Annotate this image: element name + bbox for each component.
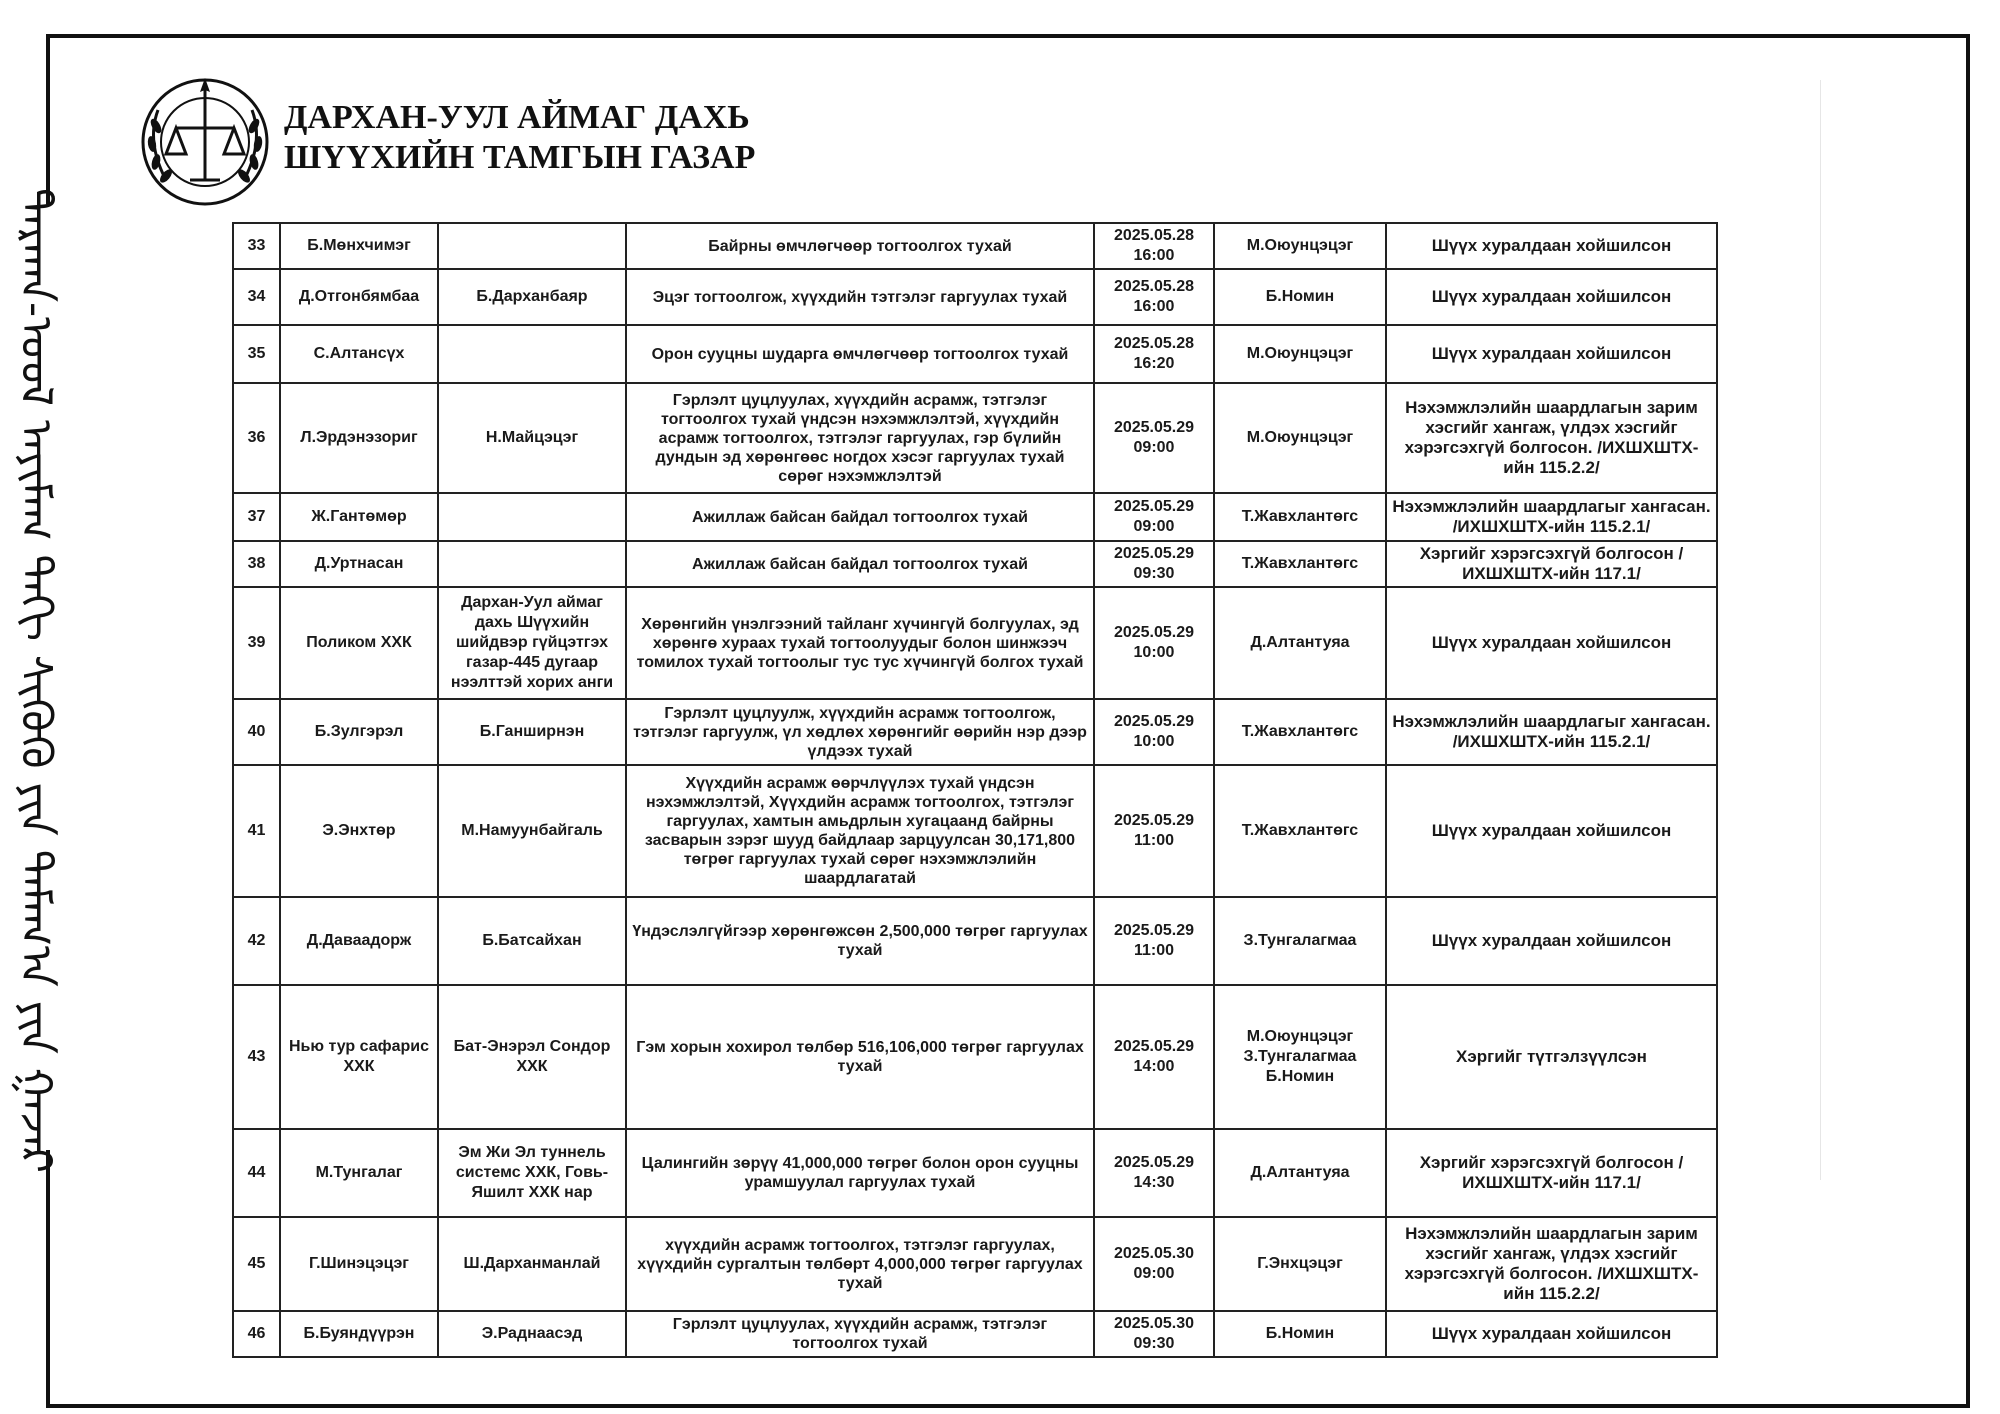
- table-row: [233, 699, 1717, 765]
- case-number-cell: [233, 1129, 280, 1217]
- claim-description-cell: [626, 897, 1094, 985]
- case-number-cell: [233, 699, 280, 765]
- plaintiff: Э.Энхтөр: [322, 822, 396, 839]
- defendant-cell: [438, 1311, 626, 1357]
- case-number-cell: [233, 1217, 280, 1311]
- hearing-datetime-cell: [1094, 269, 1214, 325]
- defendant: Бат-Энэрэл Сондор ХХК: [453, 1038, 611, 1075]
- hearing-date: 2025.05.29: [1113, 419, 1195, 436]
- hearing-time: 14:00: [1133, 1058, 1175, 1075]
- claim-description-cell: [626, 493, 1094, 541]
- defendant: Дархан-Уул аймаг дахь Шүүхийн шийдвэр гүйцэтгэх газар-445 дугаар нээлттэй хорих анги: [450, 594, 614, 691]
- hearing-datetime-cell: [1094, 765, 1214, 897]
- defendant-cell: [438, 699, 626, 765]
- hearing-date: 2025.05.28: [1113, 335, 1195, 352]
- table-body: [233, 223, 1717, 1357]
- plaintiff-cell: [280, 985, 438, 1129]
- defendant: Б.Батсайхан: [482, 932, 582, 949]
- plaintiff-cell: [280, 493, 438, 541]
- defendant: Э.Раднаасэд: [481, 1325, 583, 1342]
- plaintiff-cell: [280, 1311, 438, 1357]
- claim-description-cell: [626, 699, 1094, 765]
- case-number-cell: [233, 383, 280, 493]
- claim-description: Эцэг тогтоолгож, хүүхдийн тэтгэлэг гаргуулах тухай: [652, 288, 1068, 306]
- case-number: 36: [247, 429, 266, 446]
- case-status-cell: [1386, 897, 1717, 985]
- case-number-cell: [233, 223, 280, 269]
- hearing-time: 10:00: [1133, 644, 1175, 661]
- case-status-cell: [1386, 325, 1717, 383]
- hearing-time: 14:30: [1133, 1174, 1175, 1191]
- plaintiff: Поликом ХХК: [306, 634, 412, 651]
- hearing-date: 2025.05.29: [1113, 713, 1195, 730]
- hearing-datetime-cell: [1094, 587, 1214, 699]
- defendant: Б.Дарханбаяр: [476, 288, 588, 305]
- frame-left-rule-top: [46, 34, 50, 204]
- org-title: [284, 98, 755, 178]
- case-status-cell: [1386, 985, 1717, 1129]
- defendant-cell: [438, 269, 626, 325]
- table-row: [233, 765, 1717, 897]
- case-status-cell: [1386, 269, 1717, 325]
- defendant-cell: [438, 541, 626, 587]
- plaintiff-cell: [280, 325, 438, 383]
- claim-description-cell: [626, 1129, 1094, 1217]
- hearing-time: 16:00: [1133, 298, 1175, 315]
- judge-name-cell: [1214, 765, 1386, 897]
- case-number: 35: [247, 345, 266, 362]
- hearing-time: 09:00: [1133, 518, 1175, 535]
- hearing-datetime-cell: [1094, 1311, 1214, 1357]
- plaintiff-cell: [280, 223, 438, 269]
- case-status: Хэргийг түтгэлзүүлсэн: [1456, 1047, 1647, 1066]
- hearing-date: 2025.05.28: [1113, 227, 1195, 244]
- claim-description: Гэрлэлт цуцлуулж, хүүхдийн асрамж тогтоолгож, тэтгэлэг гаргуулж, үл хөдлөх хөрөнгийг өөрийн нэр дээр үлдээх тухай: [633, 704, 1087, 760]
- defendant: Н.Майцэцэг: [485, 429, 579, 446]
- case-number-cell: [233, 985, 280, 1129]
- case-number: 46: [247, 1325, 266, 1342]
- hearing-date: 2025.05.29: [1113, 624, 1195, 641]
- plaintiff: Д.Даваадорж: [306, 932, 412, 949]
- hearing-date: 2025.05.28: [1113, 278, 1195, 295]
- table-row: [233, 383, 1717, 493]
- hearing-date: 2025.05.29: [1113, 1038, 1195, 1055]
- case-number-cell: [233, 325, 280, 383]
- plaintiff: Л.Эрдэнэзориг: [300, 429, 418, 446]
- hearing-date: 2025.05.30: [1113, 1315, 1195, 1332]
- plaintiff: Б.Зулгэрэл: [314, 723, 404, 740]
- defendant-cell: [438, 1129, 626, 1217]
- case-status-cell: [1386, 765, 1717, 897]
- hearing-datetime-cell: [1094, 985, 1214, 1129]
- hearing-datetime-cell: [1094, 1217, 1214, 1311]
- judge-name: М.Оюунцэцэг: [1246, 429, 1354, 446]
- defendant-cell: [438, 383, 626, 493]
- judge-name: М.Оюунцэцэг: [1246, 237, 1354, 254]
- judge-name-cell: [1214, 1217, 1386, 1311]
- judge-name-cell: [1214, 269, 1386, 325]
- org-title-line-1: ДАРХАН-УУЛ АЙМАГ ДАХЬ: [284, 99, 750, 136]
- claim-description: Байрны өмчлөгчөөр тогтоолгох тухай: [708, 237, 1012, 255]
- hearing-time: 09:30: [1133, 565, 1175, 582]
- plaintiff-cell: [280, 1217, 438, 1311]
- judge-name: М.Оюунцэцэг: [1246, 345, 1354, 362]
- case-number: 42: [247, 932, 266, 949]
- judge-name: Г.Энхцэцэг: [1257, 1255, 1343, 1272]
- judge-name: З.Тунгалагмаа: [1243, 932, 1357, 949]
- claim-description-cell: [626, 587, 1094, 699]
- hearing-time: 09:00: [1133, 1265, 1175, 1282]
- frame-left-rule-bottom: [46, 1150, 50, 1408]
- underlying-page-edge: [1820, 80, 1931, 1180]
- hearing-time: 16:20: [1133, 355, 1175, 372]
- claim-description: Гэм хорын хохирол төлбөр 516,106,000 төгрөг гаргуулах тухай: [636, 1039, 1084, 1075]
- plaintiff: Ж.Гантөмөр: [311, 508, 407, 525]
- claim-description-cell: [626, 325, 1094, 383]
- vertical-script-text: ᠳᠠᠷᠬᠠᠨ-ᠤᠤᠯ ᠠᠶᠢᠮᠠᠭ ᠳᠠᠬᠢ ᠱᠢᠭᠦᠬᠦ ᠶᠢᠨ ᠲᠠᠮᠠᠭ᠎ᠠ ᠶᠢᠨ ᠭᠠᠵᠠᠷ: [9, 187, 61, 1173]
- case-status: Нэхэмжлэлийн шаардлагыг хангасан. /ИХШХШТХ-ийн 115.2.1/: [1392, 712, 1711, 751]
- plaintiff-cell: [280, 897, 438, 985]
- claim-description: Үндэслэлгүйгээр хөрөнгөжсөн 2,500,000 төгрөг гаргуулах тухай: [632, 923, 1088, 959]
- case-status: Шүүх хуралдаан хойшилсон: [1431, 821, 1672, 840]
- case-number: 33: [247, 237, 266, 254]
- plaintiff-cell: [280, 1129, 438, 1217]
- defendant-cell: [438, 325, 626, 383]
- case-number-cell: [233, 493, 280, 541]
- hearing-date: 2025.05.29: [1113, 1154, 1195, 1171]
- case-status: Шүүх хуралдаан хойшилсон: [1431, 287, 1672, 306]
- hearing-datetime-cell: [1094, 325, 1214, 383]
- case-number: 38: [247, 555, 266, 572]
- defendant-cell: [438, 897, 626, 985]
- plaintiff: М.Тунгалаг: [315, 1164, 403, 1181]
- table-row: [233, 897, 1717, 985]
- case-status-cell: [1386, 493, 1717, 541]
- judge-name: Д.Алтантуяа: [1250, 634, 1350, 651]
- plaintiff: Д.Отгонбямбаа: [298, 288, 420, 305]
- case-number: 44: [247, 1164, 266, 1181]
- claim-description-cell: [626, 985, 1094, 1129]
- judge-name: Т.Жавхлантөгс: [1241, 723, 1359, 740]
- case-status: Нэхэмжлэлийн шаардлагыг хангасан. /ИХШХШТХ-ийн 115.2.1/: [1392, 497, 1711, 536]
- case-status: Нэхэмжлэлийн шаардлагын зарим хэсгийг хангаж, үлдэх хэсгийг хэрэгсэхгүй болгосон. /ИХШХШТХ-ийн 115.2.2/: [1404, 1224, 1699, 1303]
- claim-description-cell: [626, 765, 1094, 897]
- judge-name-cell: [1214, 223, 1386, 269]
- hearing-datetime-cell: [1094, 541, 1214, 587]
- table-row: [233, 325, 1717, 383]
- table-row: [233, 269, 1717, 325]
- hearing-time: 09:30: [1133, 1335, 1175, 1352]
- defendant-cell: [438, 223, 626, 269]
- judge-name: Д.Алтантуяа: [1250, 1164, 1350, 1181]
- plaintiff: Б.Буяндүүрэн: [303, 1325, 415, 1342]
- plaintiff: С.Алтансүх: [313, 345, 405, 362]
- judge-name-cell: [1214, 1311, 1386, 1357]
- hearing-time: 16:00: [1133, 247, 1175, 264]
- hearing-time: 11:00: [1133, 832, 1175, 849]
- case-status: Шүүх хуралдаан хойшилсон: [1431, 633, 1672, 652]
- judge-name-cell: [1214, 699, 1386, 765]
- judge-name-cell: [1214, 541, 1386, 587]
- hearing-datetime-cell: [1094, 699, 1214, 765]
- case-status-cell: [1386, 541, 1717, 587]
- plaintiff-cell: [280, 587, 438, 699]
- case-status-cell: [1386, 587, 1717, 699]
- claim-description: Гэрлэлт цуцлуулах, хүүхдийн асрамж, тэтгэлэг тогтоолгох тухай үндсэн нэхэмжлэлтэй, хүүхдийн асрамж тогтоолгох, тэтгэлэг гаргуулах, гэр бүлийн дундын эд хөрөнгөөс ногдох хэсэг гаргуулах тухай сөрөг нэхэмжлэлтэй: [655, 391, 1065, 485]
- case-number: 41: [247, 822, 266, 839]
- plaintiff: Г.Шинэцэцэг: [309, 1255, 409, 1272]
- table-row: [233, 1129, 1717, 1217]
- hearing-datetime-cell: [1094, 383, 1214, 493]
- plaintiff-cell: [280, 699, 438, 765]
- case-number: 37: [247, 508, 266, 525]
- hearing-datetime-cell: [1094, 897, 1214, 985]
- table-row: [233, 587, 1717, 699]
- claim-description: Гэрлэлт цуцлуулах, хүүхдийн асрамж, тэтгэлэг тогтоолгох тухай: [672, 1316, 1048, 1352]
- hearing-date: 2025.05.29: [1113, 922, 1195, 939]
- claim-description: Ажиллаж байсан байдал тогтоолгох тухай: [692, 555, 1028, 573]
- claim-description-cell: [626, 223, 1094, 269]
- plaintiff-cell: [280, 269, 438, 325]
- case-status-cell: [1386, 699, 1717, 765]
- defendant-cell: [438, 587, 626, 699]
- case-number: 45: [247, 1255, 266, 1272]
- case-status-cell: [1386, 1311, 1717, 1357]
- defendant-cell: [438, 985, 626, 1129]
- judge-name-cell: [1214, 587, 1386, 699]
- case-number: 39: [247, 634, 266, 651]
- defendant: Б.Ганширнэн: [479, 723, 585, 740]
- case-status: Шүүх хуралдаан хойшилсон: [1431, 236, 1672, 255]
- hearing-datetime-cell: [1094, 1129, 1214, 1217]
- judge-name: Б.Номин: [1265, 288, 1335, 305]
- defendant-cell: [438, 493, 626, 541]
- table-row: [233, 223, 1717, 269]
- case-status-cell: [1386, 223, 1717, 269]
- case-status-cell: [1386, 383, 1717, 493]
- hearing-datetime-cell: [1094, 493, 1214, 541]
- judge-name-cell: [1214, 383, 1386, 493]
- defendant: Эм Жи Эл туннель системс ХХК, Говь-Яшилт ХХК нар: [455, 1144, 609, 1201]
- case-number-cell: [233, 269, 280, 325]
- plaintiff-cell: [280, 541, 438, 587]
- case-status-cell: [1386, 1217, 1717, 1311]
- table-row: [233, 541, 1717, 587]
- judge-name-cell: [1214, 1129, 1386, 1217]
- judge-name: Т.Жавхлантөгс: [1241, 555, 1359, 572]
- judge-name: Б.Номин: [1265, 1325, 1335, 1342]
- claim-description: Орон сууцны шударга өмчлөгчөөр тогтоолгох тухай: [651, 345, 1069, 363]
- case-status: Шүүх хуралдаан хойшилсон: [1431, 344, 1672, 363]
- case-status: Нэхэмжлэлийн шаардлагын зарим хэсгийг хангаж, үлдэх хэсгийг хэрэгсэхгүй болгосон. /ИХШХШТХ-ийн 115.2.2/: [1404, 398, 1699, 477]
- judge-name: Т.Жавхлантөгс: [1241, 822, 1359, 839]
- hearing-time: 10:00: [1133, 733, 1175, 750]
- case-number-cell: [233, 541, 280, 587]
- judge-name-cell: [1214, 985, 1386, 1129]
- claim-description: Хүүхдийн асрамж өөрчлүүлэх тухай үндсэн нэхэмжлэлтэй, Хүүхдийн асрамж тогтоолгох, тэтгэлэг гаргуулах, хамтын амьдрлын хугацаанд байрны засварын зэрэг шууд байдлаар зарцуулсан 30,171,800 төгрөг гаргуулах тухай сөрөг нэхэмжлэлийн шаардлагатай: [644, 775, 1076, 887]
- court-hearings-table: [232, 222, 1718, 1358]
- table-row: [233, 1217, 1717, 1311]
- case-status: Шүүх хуралдаан хойшилсон: [1431, 1324, 1672, 1343]
- case-status-cell: [1386, 1129, 1717, 1217]
- judge-name-cell: [1214, 493, 1386, 541]
- case-number: 43: [247, 1048, 266, 1065]
- hearing-date: 2025.05.29: [1113, 498, 1195, 515]
- claim-description: хүүхдийн асрамж тогтоолгох, тэтгэлэг гаргуулах, хүүхдийн сургалтын төлбөрт 4,000,000 төгрөг гаргуулах тухай: [637, 1236, 1083, 1292]
- judge-name-cell: [1214, 897, 1386, 985]
- plaintiff-cell: [280, 383, 438, 493]
- claim-description-cell: [626, 1311, 1094, 1357]
- judge-name-cell: [1214, 325, 1386, 383]
- case-status: Хэргийг хэрэгсэхгүй болгосон /ИХШХШТХ-ийн 117.1/: [1419, 544, 1684, 583]
- org-title-line-2: ШҮҮХИЙН ТАМГЫН ГАЗАР: [284, 139, 756, 176]
- case-number-cell: [233, 897, 280, 985]
- claim-description-cell: [626, 383, 1094, 493]
- claim-description-cell: [626, 269, 1094, 325]
- claim-description-cell: [626, 541, 1094, 587]
- plaintiff: Д.Уртнасан: [314, 555, 404, 572]
- table-row: [233, 985, 1717, 1129]
- claim-description: Ажиллаж байсан байдал тогтоолгох тухай: [692, 508, 1028, 526]
- judge-name: М.Оюунцэцэг З.Тунгалагмаа Б.Номин: [1243, 1028, 1357, 1085]
- table-row: [233, 1311, 1717, 1357]
- plaintiff-cell: [280, 765, 438, 897]
- case-number-cell: [233, 587, 280, 699]
- case-number-cell: [233, 1311, 280, 1357]
- hearing-date: 2025.05.29: [1113, 545, 1195, 562]
- claim-description-cell: [626, 1217, 1094, 1311]
- claim-description: Цалингийн зөрүү 41,000,000 төгрөг болон орон сууцны урамшуулал гаргуулах тухай: [641, 1155, 1079, 1191]
- table-row: [233, 493, 1717, 541]
- hearing-date: 2025.05.30: [1113, 1245, 1195, 1262]
- case-number: 40: [247, 723, 266, 740]
- defendant: Ш.Дарханманлай: [463, 1255, 601, 1272]
- hearing-date: 2025.05.29: [1113, 812, 1195, 829]
- defendant-cell: [438, 765, 626, 897]
- hearing-datetime-cell: [1094, 223, 1214, 269]
- case-number: 34: [247, 288, 266, 305]
- claim-description: Хөрөнгийн үнэлгээний тайланг хүчингүй болгуулах, эд хөрөнгө хураах тухай тогтоолуудыг болон шинжээч томилох тухай тогтоолыг тус тус хүчингүй болгох тухай: [636, 615, 1084, 671]
- court-emblem-logo: [136, 70, 274, 208]
- plaintiff: Б.Мөнхчимэг: [307, 237, 411, 254]
- judge-name: Т.Жавхлантөгс: [1241, 508, 1359, 525]
- case-status: Хэргийг хэрэгсэхгүй болгосон /ИХШХШТХ-ийн 117.1/: [1419, 1153, 1684, 1192]
- defendant-cell: [438, 1217, 626, 1311]
- plaintiff: Нью тур сафарис ХХК: [288, 1038, 430, 1075]
- defendant: М.Намуунбайгаль: [461, 822, 603, 839]
- case-status: Шүүх хуралдаан хойшилсон: [1431, 931, 1672, 950]
- hearing-time: 11:00: [1133, 942, 1175, 959]
- case-number-cell: [233, 765, 280, 897]
- vertical-mongolian-script: [0, 187, 92, 1173]
- hearing-time: 09:00: [1133, 439, 1175, 456]
